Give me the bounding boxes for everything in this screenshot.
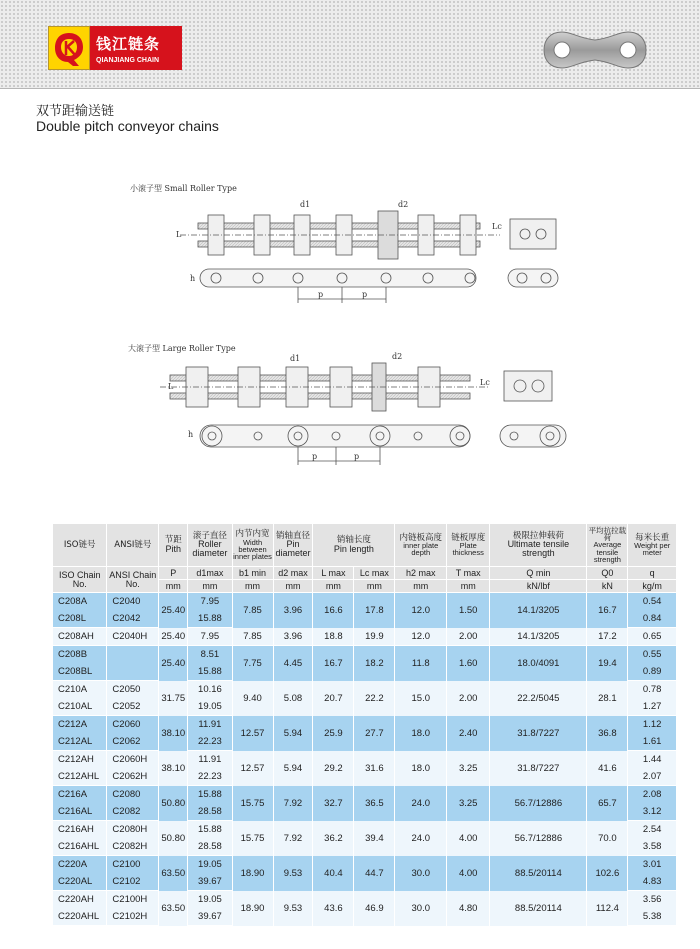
cell-pin-length-l: 25.9: [313, 716, 354, 751]
cell-roller-diameter: 15.88: [188, 663, 232, 681]
cell-average-tensile: 19.4: [587, 646, 628, 681]
cell-pitch: 38.10: [159, 716, 188, 751]
cell-plate-thickness: 2.00: [447, 681, 490, 716]
cell-roller-diameter: 28.58: [188, 838, 232, 856]
cell-plate-thickness: 2.40: [447, 716, 490, 751]
header-inner-plate-depth: 内链板高度 inner plate depth: [395, 524, 447, 567]
cell-pin-length-l: 32.7: [313, 786, 354, 821]
cell-plate-thickness: 1.50: [447, 593, 490, 628]
header-divider: [0, 88, 700, 89]
cell-weight: 3.12: [628, 803, 677, 821]
cell-plate-thickness: 4.00: [447, 821, 490, 856]
cell-ansi: C2102: [107, 873, 159, 891]
table-row: [53, 856, 677, 874]
dim-Lc-small: Lc: [492, 222, 502, 231]
cell-weight: 0.89: [628, 663, 677, 681]
cell-ansi: C2102H: [107, 908, 159, 926]
unit-mm: mm: [395, 580, 447, 593]
cell-iso: C220AH: [53, 891, 107, 909]
dim-p-large-1: p: [312, 452, 318, 461]
unit-mm: mm: [447, 580, 490, 593]
cell-weight: 2.08: [628, 786, 677, 804]
table-row: [53, 786, 677, 804]
cell-average-tensile: 28.1: [587, 681, 628, 716]
dim-L-large: L: [168, 382, 174, 391]
cell-pin-length-l: 16.6: [313, 593, 354, 628]
cell-roller-diameter: 19.05: [188, 698, 232, 716]
cell-weight: 3.56: [628, 891, 677, 909]
header-average-tensile: 平均抗拉载荷 Average tensile strength: [587, 524, 628, 567]
cell-pin-diameter: 5.08: [273, 681, 313, 716]
cell-roller-diameter: 39.67: [188, 873, 232, 891]
cell-weight: 5.38: [628, 908, 677, 926]
cell-pitch: 25.40: [159, 628, 188, 646]
cell-pin-diameter: 9.53: [273, 856, 313, 891]
cell-iso: C208BL: [53, 663, 107, 681]
unit-tmax: T max: [447, 567, 490, 580]
cell-weight: 0.55: [628, 646, 677, 664]
cell-ultimate-tensile: 22.2/5045: [490, 681, 587, 716]
header-plate-thickness: 链板厚度 Plate thickness: [447, 524, 490, 567]
unit-mm: mm: [232, 580, 273, 593]
cell-inner-width: 7.85: [232, 593, 273, 628]
cell-pin-diameter: 5.94: [273, 751, 313, 786]
unit-q: q: [628, 567, 677, 580]
page-title-cn: 双节距输送链: [36, 104, 115, 119]
cell-pin-diameter: 7.92: [273, 786, 313, 821]
cell-ansi: C2100H: [107, 891, 159, 909]
unit-qmin: Q min: [490, 567, 587, 580]
cell-ultimate-tensile: 56.7/12886: [490, 821, 587, 856]
dim-h-small: h: [190, 274, 196, 283]
unit-kgm: kg/m: [628, 580, 677, 593]
cell-weight: 2.54: [628, 821, 677, 839]
cell-average-tensile: 102.6: [587, 856, 628, 891]
cell-ansi: C2042: [107, 610, 159, 628]
cell-average-tensile: 41.6: [587, 751, 628, 786]
cell-iso: C212AL: [53, 733, 107, 751]
unit-mm: mm: [273, 580, 313, 593]
dim-d1-large: d1: [290, 354, 301, 363]
cell-roller-diameter: 11.91: [188, 751, 232, 769]
cell-inner-width: 15.75: [232, 821, 273, 856]
cell-plate-thickness: 3.25: [447, 751, 490, 786]
cell-roller-diameter: 8.51: [188, 646, 232, 664]
header-banner: [0, 0, 700, 88]
cell-roller-diameter: 7.95: [188, 628, 232, 646]
dim-Lc-large: Lc: [480, 378, 490, 387]
cell-ansi: C2060: [107, 716, 159, 734]
cell-ansi: C2080H: [107, 821, 159, 839]
cell-pin-diameter: 7.92: [273, 821, 313, 856]
cell-ultimate-tensile: 88.5/20114: [490, 891, 587, 926]
cell-plate-thickness: 4.00: [447, 856, 490, 891]
brand-logo: [48, 26, 182, 70]
cell-pin-diameter: 3.96: [273, 593, 313, 628]
cell-pitch: 63.50: [159, 891, 188, 926]
cell-plate-thickness: 1.60: [447, 646, 490, 681]
spec-table-body: [53, 593, 677, 926]
cell-iso: C220AHL: [53, 908, 107, 926]
cell-roller-diameter: 39.67: [188, 908, 232, 926]
cell-roller-diameter: 11.91: [188, 716, 232, 734]
cell-inner-width: 18.90: [232, 856, 273, 891]
brand-name-en: QIANJIANG CHAIN: [96, 56, 160, 64]
unit-p: P: [159, 567, 188, 580]
cell-roller-diameter: 19.05: [188, 891, 232, 909]
cell-pin-length-lc: 39.4: [354, 821, 395, 856]
cell-plate-depth: 18.0: [395, 716, 447, 751]
cell-iso: C216AL: [53, 803, 107, 821]
cell-plate-thickness: 3.25: [447, 786, 490, 821]
unit-b1min: b1 min: [232, 567, 273, 580]
cell-pitch: 25.40: [159, 646, 188, 681]
dim-p-large-2: p: [354, 452, 360, 461]
dim-L-small: L: [176, 230, 182, 239]
cell-roller-diameter: 28.58: [188, 803, 232, 821]
cell-roller-diameter: 19.05: [188, 856, 232, 874]
cell-pin-length-l: 16.7: [313, 646, 354, 681]
cell-pin-length-l: 43.6: [313, 891, 354, 926]
dim-d1-small: d1: [300, 200, 311, 209]
cell-pin-length-lc: 17.8: [354, 593, 395, 628]
unit-lcmax: Lc max: [354, 567, 395, 580]
cell-ultimate-tensile: 14.1/3205: [490, 628, 587, 646]
cell-iso: C220A: [53, 856, 107, 874]
cell-pin-length-lc: 19.9: [354, 628, 395, 646]
cell-roller-diameter: 10.16: [188, 681, 232, 699]
cell-plate-depth: 24.0: [395, 786, 447, 821]
header-ansi: ANSI链号: [107, 524, 159, 567]
cell-iso: C216AHL: [53, 838, 107, 856]
cell-iso: C212AHL: [53, 768, 107, 786]
cell-inner-width: 15.75: [232, 786, 273, 821]
cell-ansi: C2062H: [107, 768, 159, 786]
cell-iso: C212A: [53, 716, 107, 734]
header-inner-width: 内节内宽 Width between inner plates: [232, 524, 273, 567]
cell-ultimate-tensile: 31.8/7227: [490, 751, 587, 786]
spec-table: [53, 524, 677, 926]
brand-name-cn: 钱江链条: [96, 34, 161, 53]
table-row: [53, 681, 677, 699]
cell-pin-length-lc: 31.6: [354, 751, 395, 786]
cell-weight: 1.27: [628, 698, 677, 716]
cell-weight: 4.83: [628, 873, 677, 891]
dim-h-large: h: [188, 430, 194, 439]
cell-plate-depth: 15.0: [395, 681, 447, 716]
cell-pin-diameter: 5.94: [273, 716, 313, 751]
table-row: [53, 593, 677, 611]
cell-plate-depth: 30.0: [395, 856, 447, 891]
large-roller-label: 大滚子型 Large Roller Type: [128, 344, 236, 353]
cell-ultimate-tensile: 18.0/4091: [490, 646, 587, 681]
spec-table-container: [53, 524, 677, 922]
unit-mm: mm: [159, 580, 188, 593]
header-iso: ISO链号: [53, 524, 107, 567]
cell-pin-diameter: 3.96: [273, 628, 313, 646]
cell-inner-width: 12.57: [232, 716, 273, 751]
table-row: [53, 751, 677, 769]
unit-mm: mm: [354, 580, 395, 593]
header-pitch: 节距 Pith: [159, 524, 188, 567]
cell-ansi: C2062: [107, 733, 159, 751]
cell-ansi: [107, 663, 159, 681]
dim-p-small-1: p: [318, 290, 324, 299]
cell-ansi: C2052: [107, 698, 159, 716]
cell-plate-depth: 30.0: [395, 891, 447, 926]
table-row: [53, 891, 677, 909]
header-ansi-en: ANSI Chain No.: [107, 567, 159, 593]
cell-pin-diameter: 9.53: [273, 891, 313, 926]
cell-pin-length-lc: 44.7: [354, 856, 395, 891]
cell-ansi: C2082H: [107, 838, 159, 856]
cell-weight: 0.84: [628, 610, 677, 628]
dim-p-small-2: p: [362, 290, 368, 299]
chain-technical-drawing: [0, 175, 700, 475]
cell-iso: C216A: [53, 786, 107, 804]
cell-pin-length-l: 36.2: [313, 821, 354, 856]
chain-link-icon: [540, 28, 650, 77]
cell-iso: C216AH: [53, 821, 107, 839]
cell-average-tensile: 16.7: [587, 593, 628, 628]
cell-inner-width: 7.75: [232, 646, 273, 681]
cell-ansi: C2082: [107, 803, 159, 821]
cell-roller-diameter: 22.23: [188, 733, 232, 751]
cell-pitch: 31.75: [159, 681, 188, 716]
cell-iso: C212AH: [53, 751, 107, 769]
cell-roller-diameter: 15.88: [188, 821, 232, 839]
cell-average-tensile: 17.2: [587, 628, 628, 646]
page-title-en: Double pitch conveyor chains: [36, 118, 219, 134]
cell-pin-length-l: 40.4: [313, 856, 354, 891]
header-roller-diameter: 滚子直径 Roller diameter: [188, 524, 232, 567]
cell-roller-diameter: 15.88: [188, 786, 232, 804]
cell-pitch: 63.50: [159, 856, 188, 891]
cell-pitch: 50.80: [159, 821, 188, 856]
unit-d2max: d2 max: [273, 567, 313, 580]
cell-plate-depth: 18.0: [395, 751, 447, 786]
cell-pin-length-lc: 36.5: [354, 786, 395, 821]
cell-ansi: [107, 646, 159, 664]
cell-ultimate-tensile: 14.1/3205: [490, 593, 587, 628]
logo-emblem-icon: [48, 26, 90, 70]
unit-kn: kN: [587, 580, 628, 593]
header-ultimate-tensile: 极限拉伸载荷 Ultimate tensile strength: [490, 524, 587, 567]
table-row: [53, 716, 677, 734]
cell-iso: C220AL: [53, 873, 107, 891]
unit-mm: mm: [188, 580, 232, 593]
cell-plate-thickness: 4.80: [447, 891, 490, 926]
cell-weight: 0.54: [628, 593, 677, 611]
dim-d2-small: d2: [398, 200, 409, 209]
cell-plate-depth: 12.0: [395, 593, 447, 628]
cell-pin-length-lc: 18.2: [354, 646, 395, 681]
cell-average-tensile: 70.0: [587, 821, 628, 856]
cell-ansi: C2040: [107, 593, 159, 611]
small-roller-label: 小滚子型 Small Roller Type: [130, 184, 237, 193]
cell-weight: 0.65: [628, 628, 677, 646]
table-row: [53, 821, 677, 839]
cell-ansi: C2060H: [107, 751, 159, 769]
cell-ansi: C2100: [107, 856, 159, 874]
table-row: [53, 628, 677, 646]
cell-plate-depth: 12.0: [395, 628, 447, 646]
cell-average-tensile: 112.4: [587, 891, 628, 926]
cell-ansi: C2050: [107, 681, 159, 699]
cell-pitch: 25.40: [159, 593, 188, 628]
cell-weight: 0.78: [628, 681, 677, 699]
header-pin-length: 销轴长度 Pin length: [313, 524, 395, 567]
cell-weight: 1.44: [628, 751, 677, 769]
cell-pin-length-lc: 46.9: [354, 891, 395, 926]
cell-pin-diameter: 4.45: [273, 646, 313, 681]
cell-weight: 2.07: [628, 768, 677, 786]
cell-inner-width: 9.40: [232, 681, 273, 716]
unit-mm: mm: [313, 580, 354, 593]
cell-inner-width: 12.57: [232, 751, 273, 786]
unit-h2max: h2 max: [395, 567, 447, 580]
cell-roller-diameter: 22.23: [188, 768, 232, 786]
cell-pin-length-lc: 27.7: [354, 716, 395, 751]
cell-weight: 3.01: [628, 856, 677, 874]
cell-iso: C208A: [53, 593, 107, 611]
cell-ultimate-tensile: 56.7/12886: [490, 786, 587, 821]
cell-weight: 3.58: [628, 838, 677, 856]
cell-weight: 1.61: [628, 733, 677, 751]
cell-pin-length-l: 29.2: [313, 751, 354, 786]
cell-weight: 1.12: [628, 716, 677, 734]
cell-roller-diameter: 15.88: [188, 610, 232, 628]
cell-plate-thickness: 2.00: [447, 628, 490, 646]
cell-ultimate-tensile: 88.5/20114: [490, 856, 587, 891]
header-pin-diameter: 销轴直径 Pin diameter: [273, 524, 313, 567]
cell-roller-diameter: 7.95: [188, 593, 232, 611]
cell-average-tensile: 36.8: [587, 716, 628, 751]
cell-average-tensile: 65.7: [587, 786, 628, 821]
unit-lmax: L max: [313, 567, 354, 580]
cell-iso: C208AH: [53, 628, 107, 646]
header-iso-en: ISO Chain No.: [53, 567, 107, 593]
table-row: [53, 646, 677, 664]
dim-d2-large: d2: [392, 352, 403, 361]
unit-q0: Q0: [587, 567, 628, 580]
cell-iso: C208L: [53, 610, 107, 628]
unit-d1max: d1max: [188, 567, 232, 580]
cell-iso: C210AL: [53, 698, 107, 716]
cell-inner-width: 7.85: [232, 628, 273, 646]
cell-pitch: 50.80: [159, 786, 188, 821]
cell-iso: C208B: [53, 646, 107, 664]
cell-ansi: C2040H: [107, 628, 159, 646]
cell-pitch: 38.10: [159, 751, 188, 786]
header-weight: 每米长重 Weight per meter: [628, 524, 677, 567]
cell-ansi: C2080: [107, 786, 159, 804]
cell-pin-length-l: 20.7: [313, 681, 354, 716]
cell-inner-width: 18.90: [232, 891, 273, 926]
cell-plate-depth: 11.8: [395, 646, 447, 681]
cell-pin-length-l: 18.8: [313, 628, 354, 646]
cell-iso: C210A: [53, 681, 107, 699]
cell-plate-depth: 24.0: [395, 821, 447, 856]
unit-kn-lbf: kN/lbf: [490, 580, 587, 593]
cell-pin-length-lc: 22.2: [354, 681, 395, 716]
cell-ultimate-tensile: 31.8/7227: [490, 716, 587, 751]
